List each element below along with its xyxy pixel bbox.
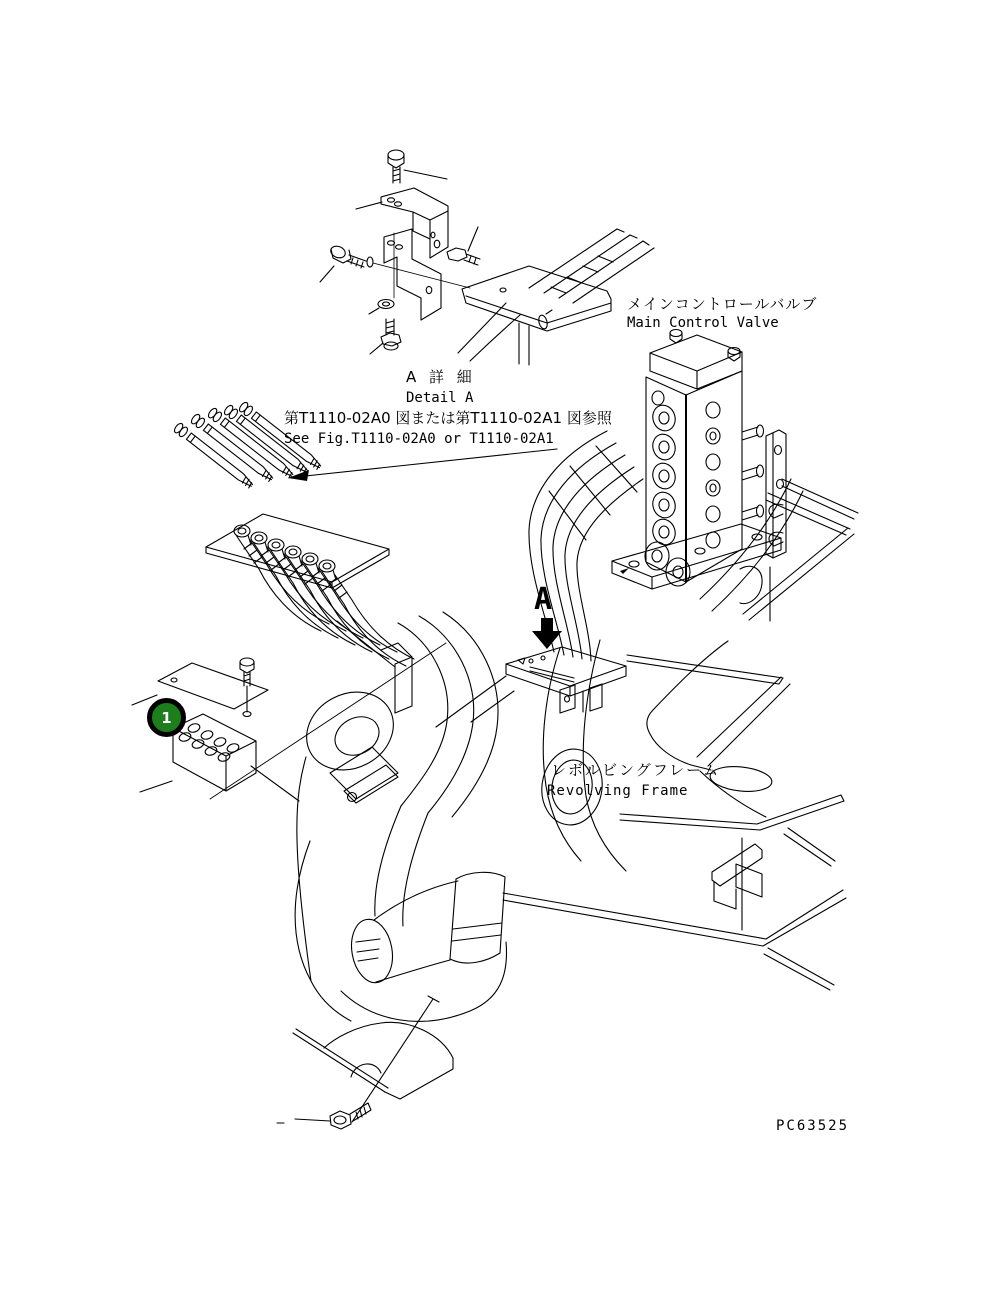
bracket-on-frame xyxy=(436,647,626,727)
section-a-marker: A xyxy=(534,582,553,617)
section-a-arrow xyxy=(532,618,562,649)
see-fig-reference-jp: 第T1110-02A0 図または第T1110-02A1 図参照 xyxy=(284,409,612,427)
see-fig-reference-en: See Fig.T1110-02A0 or T1110-02A1 xyxy=(284,431,554,447)
bottom-cover-and-bolt xyxy=(277,996,453,1129)
detail-a-label-jp: A 詳 細 xyxy=(406,368,476,386)
part-balloon-1[interactable] xyxy=(147,698,186,737)
main-control-valve-label-en: Main Control Valve xyxy=(627,315,779,331)
detail-a-label-en: Detail A xyxy=(406,390,474,406)
detail-a-exploded-view xyxy=(320,150,654,365)
drawing-number: PC63525 xyxy=(776,1118,850,1134)
main-control-valve-label-jp: メインコントロールバルブ xyxy=(627,295,818,313)
swing-bracket xyxy=(210,612,626,1021)
fittings-through-plate xyxy=(206,514,414,666)
revolving-frame-label-jp: レボルビングフレーム xyxy=(551,761,721,779)
main-control-valve-assembly xyxy=(612,330,786,590)
part-balloon-1-number: 1 xyxy=(161,708,172,727)
revolving-frame-label-en: Revolving Frame xyxy=(547,783,689,799)
revolving-frame-structure xyxy=(503,479,858,990)
